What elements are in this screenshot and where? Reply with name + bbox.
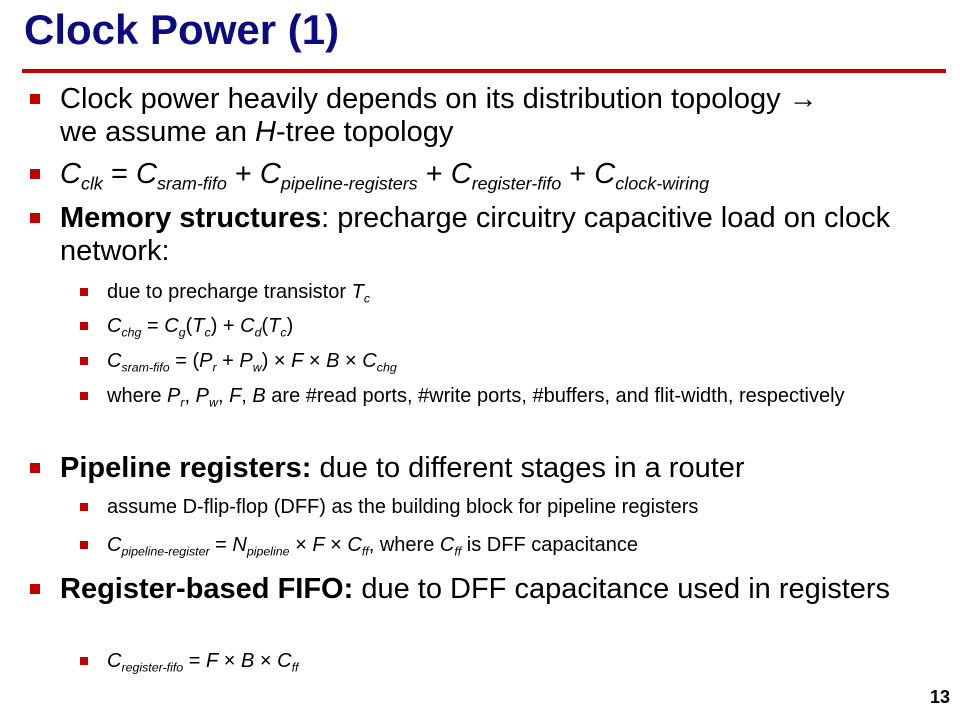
bullet-marker	[30, 463, 40, 473]
text: chg	[376, 360, 397, 375]
text: C	[135, 158, 157, 190]
text: ,	[241, 385, 253, 407]
text: B	[326, 350, 340, 372]
text: C	[107, 350, 122, 372]
text: c	[280, 325, 287, 340]
text: , where	[368, 534, 440, 556]
text: T	[268, 315, 281, 337]
text: P	[239, 350, 253, 372]
text: where	[107, 385, 168, 407]
slide-title: Clock Power (1)	[24, 6, 340, 53]
text: ×	[254, 650, 278, 672]
text: )	[286, 315, 294, 337]
bullet-marker	[80, 657, 88, 665]
text: F	[312, 534, 325, 556]
text: F	[229, 385, 242, 407]
sub-bullet-where	[107, 385, 947, 408]
text: ×	[339, 350, 363, 372]
bullet-marker	[30, 169, 40, 179]
text: ff	[454, 544, 462, 559]
text: w	[208, 395, 218, 410]
text: Pipeline registers:	[60, 452, 312, 484]
text: C	[107, 315, 122, 337]
text: B	[241, 650, 255, 672]
text: =	[209, 534, 233, 556]
bullet-marker	[80, 541, 88, 549]
text: clock-wiring	[615, 173, 710, 194]
bullet-clk-equation	[60, 158, 940, 194]
sub-bullet-csram	[107, 350, 947, 373]
text: C	[362, 350, 377, 372]
text: r	[180, 395, 185, 410]
text: T	[192, 315, 205, 337]
text: ×	[289, 534, 313, 556]
text: -tree topology	[276, 116, 454, 148]
text: c	[363, 291, 371, 306]
text: r	[212, 360, 217, 375]
text: P	[167, 385, 181, 407]
arrow-right-icon: →	[788, 83, 818, 115]
text: ) +	[210, 315, 241, 337]
text: C	[60, 158, 81, 190]
sub-bullet-dff	[107, 496, 947, 519]
text: assume D-flip-flop (DFF) as the building block for pipeline registers	[107, 496, 699, 518]
text: : precharge circuitry capacitive load on clock network:	[60, 202, 891, 267]
text: C	[259, 158, 281, 190]
text: C	[439, 534, 455, 556]
page-number: 13	[929, 687, 950, 707]
bullet-pipeline-registers	[60, 452, 940, 485]
text: register-fifo	[471, 173, 562, 194]
text: C	[594, 158, 616, 190]
text: =	[102, 158, 136, 190]
text: C	[107, 650, 122, 672]
text: g	[178, 325, 186, 340]
text: ×	[218, 650, 242, 672]
text: due to precharge transistor	[107, 281, 352, 303]
text: pipeline	[246, 544, 290, 559]
text: C	[107, 534, 122, 556]
sub-bullet-cregister	[107, 650, 947, 673]
text: =	[183, 650, 206, 672]
bullet-memory-structures	[60, 202, 940, 268]
text: ×	[324, 534, 348, 556]
bullet-marker	[80, 322, 88, 330]
sub-bullet-cpipeline	[107, 534, 947, 557]
text: C	[164, 315, 179, 337]
text: +	[417, 158, 451, 190]
text: ) ×	[261, 350, 292, 372]
text: chg	[121, 325, 142, 340]
text: F	[291, 350, 304, 372]
text: sram-fifo	[121, 360, 170, 375]
text: clk	[80, 173, 103, 194]
text: c	[204, 325, 211, 340]
bullet-topology	[60, 83, 940, 149]
text: is DFF capacitance	[461, 534, 638, 556]
sub-bullet-cchg	[107, 315, 947, 338]
text: +	[561, 158, 595, 190]
text: Memory structures	[60, 202, 322, 234]
text: pipeline-register	[121, 544, 210, 559]
text: C	[277, 650, 292, 672]
text: C	[347, 534, 362, 556]
text: H	[255, 116, 276, 148]
text: +	[216, 350, 240, 372]
text: ff	[361, 544, 369, 559]
text: sram-fifo	[156, 173, 227, 194]
text: C	[450, 158, 472, 190]
text: B	[252, 385, 266, 407]
text: C	[240, 315, 255, 337]
text: F	[206, 650, 219, 672]
text: =	[141, 315, 165, 337]
sub-bullet-precharge	[107, 281, 947, 304]
text: we assume an	[60, 116, 256, 148]
text: d	[254, 325, 262, 340]
bullet-marker	[30, 213, 40, 223]
bullet-marker	[80, 357, 88, 365]
text: P	[199, 350, 213, 372]
text: due to DFF capacitance used in registers	[353, 573, 891, 605]
bullet-marker	[80, 288, 88, 296]
text: = (	[169, 350, 200, 372]
text: pipeline-registers	[280, 173, 418, 194]
text: (	[185, 315, 193, 337]
bullet-register-fifo	[60, 573, 940, 606]
text: +	[226, 158, 260, 190]
text: due to different stages in a router	[311, 452, 745, 484]
text: (	[261, 315, 269, 337]
text: register-fifo	[121, 660, 184, 675]
text: ,	[184, 385, 196, 407]
text: N	[232, 534, 247, 556]
text: ,	[217, 385, 230, 407]
text: are #read ports, #write ports, #buffers, and flit-width, respectively	[265, 385, 845, 407]
text: w	[252, 360, 262, 375]
bullet-marker	[80, 392, 88, 400]
text: ff	[291, 660, 299, 675]
bullet-marker	[80, 503, 88, 511]
bullet-marker	[30, 584, 40, 594]
text: T	[351, 281, 364, 303]
text: ×	[303, 350, 327, 372]
text: Clock power heavily depends on its distribution topology	[60, 83, 781, 115]
text: P	[195, 385, 209, 407]
text: Register-based FIFO:	[60, 573, 354, 605]
bullet-marker	[30, 94, 40, 104]
